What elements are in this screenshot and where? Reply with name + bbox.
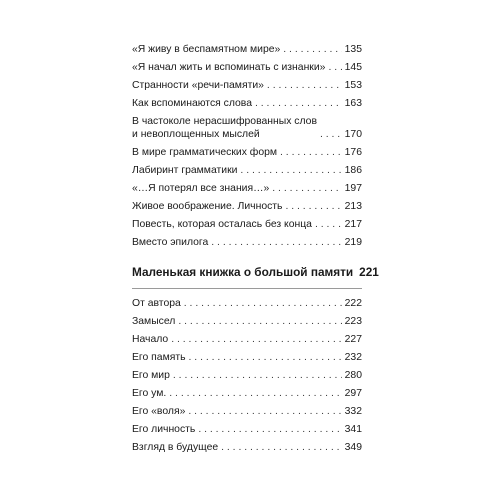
dot-leader — [188, 406, 341, 419]
table-of-contents — [132, 44, 379, 460]
section-heading-title: Маленькая книжка о большой памяти — [132, 265, 354, 279]
section-heading[interactable] — [132, 265, 379, 279]
toc-entry-page: 219 — [344, 236, 362, 248]
toc-entry-title: Повесть, которая осталась без конца — [132, 218, 312, 230]
toc-entry[interactable] — [132, 116, 362, 141]
section-divider — [132, 288, 362, 289]
toc-entry-page: 341 — [344, 424, 362, 435]
toc-entry-page: 217 — [344, 218, 362, 230]
toc-entry[interactable] — [132, 388, 362, 401]
toc-entry-page: 135 — [344, 44, 362, 55]
toc-entry-title: Странности «речи-памяти» — [132, 80, 264, 91]
dot-leader — [240, 165, 341, 178]
toc-entry-title: От автора — [132, 298, 181, 309]
toc-entry-page: 223 — [344, 316, 362, 327]
toc-entry[interactable] — [132, 80, 362, 93]
toc-entry-title: Начало — [132, 334, 169, 345]
dot-leader — [178, 316, 341, 329]
toc-entry-page: 213 — [344, 200, 362, 212]
toc-entry[interactable] — [132, 147, 362, 160]
dot-leader — [189, 352, 342, 365]
toc-entry-page: 163 — [344, 98, 362, 109]
toc-entry[interactable] — [132, 316, 362, 329]
toc-entry-page: 222 — [344, 298, 362, 309]
toc-entry-title: Лабиринт грамматики — [132, 164, 238, 176]
toc-entry-title: «…Я потерял все знания…» — [132, 182, 270, 194]
dot-leader — [285, 201, 341, 214]
toc-entry[interactable] — [132, 44, 362, 57]
toc-entry-page: 297 — [344, 388, 362, 399]
dot-leader — [320, 129, 342, 142]
toc-entry-title: Взгляд в будущее — [132, 442, 219, 453]
toc-entry[interactable] — [132, 219, 362, 232]
dot-leader — [267, 80, 342, 93]
toc-part-1 — [132, 44, 362, 249]
toc-entry[interactable] — [132, 298, 362, 311]
toc-entry[interactable] — [132, 62, 362, 75]
toc-entry[interactable] — [132, 183, 362, 196]
dot-leader — [328, 62, 341, 75]
toc-entry[interactable] — [132, 442, 362, 455]
toc-entry-page: 153 — [344, 80, 362, 91]
dot-leader — [315, 219, 342, 232]
dot-leader — [211, 237, 341, 250]
toc-entry-title: Как вспоминаются слова — [132, 98, 252, 109]
toc-entry-title: «Я живу в беспамятном мире» — [132, 44, 281, 55]
toc-entry-title: «Я начал жить и вспоминать с изнанки» — [132, 62, 326, 73]
toc-entry-page: 176 — [344, 146, 362, 158]
toc-entry-title: Его личность — [132, 424, 196, 435]
toc-entry-title-line: и невоплощенных мыслей — [132, 128, 260, 140]
toc-entry-title-line: В частоколе нерасшифрованных слов — [132, 116, 317, 127]
toc-entry-title: Его мир — [132, 370, 170, 381]
dot-leader — [173, 370, 342, 383]
toc-part-2 — [132, 298, 362, 455]
section-heading-page: 221 — [359, 265, 379, 279]
dot-leader — [255, 98, 342, 111]
dot-leader — [171, 334, 341, 347]
dot-leader — [283, 44, 341, 57]
toc-entry[interactable] — [132, 165, 362, 178]
dot-leader — [280, 147, 342, 160]
toc-entry-page: 145 — [344, 62, 362, 73]
dot-leader — [198, 424, 341, 437]
toc-entry-title: Замысел — [132, 316, 176, 327]
toc-entry-page: 280 — [344, 370, 362, 381]
toc-entry-page: 232 — [344, 352, 362, 363]
toc-entry-title: Его «воля» — [132, 406, 186, 417]
toc-entry-title: Его память — [132, 352, 186, 363]
toc-entry[interactable] — [132, 98, 362, 111]
toc-entry-page: 349 — [344, 442, 362, 453]
toc-entry-title: Вместо эпилога — [132, 236, 209, 248]
toc-entry-title: Живое воображение. Личность — [132, 200, 283, 212]
dot-leader — [221, 442, 342, 455]
toc-entry-page: 332 — [344, 406, 362, 417]
toc-entry[interactable] — [132, 201, 362, 214]
dot-leader — [169, 388, 341, 401]
dot-leader — [184, 298, 342, 311]
toc-entry[interactable] — [132, 237, 362, 250]
dot-leader — [272, 183, 341, 196]
toc-entry[interactable] — [132, 334, 362, 347]
toc-entry-title: В мире грамматических форм — [132, 146, 278, 158]
toc-entry-page: 227 — [344, 334, 362, 345]
toc-entry[interactable] — [132, 406, 362, 419]
toc-entry[interactable] — [132, 352, 362, 365]
toc-entry-page: 197 — [344, 182, 362, 194]
toc-entry[interactable] — [132, 424, 362, 437]
toc-entry-page: 170 — [344, 128, 362, 140]
toc-entry[interactable] — [132, 370, 362, 383]
toc-entry-page: 186 — [344, 164, 362, 176]
toc-entry-title: Его ум. — [132, 388, 167, 399]
toc-entry-title — [132, 116, 317, 141]
